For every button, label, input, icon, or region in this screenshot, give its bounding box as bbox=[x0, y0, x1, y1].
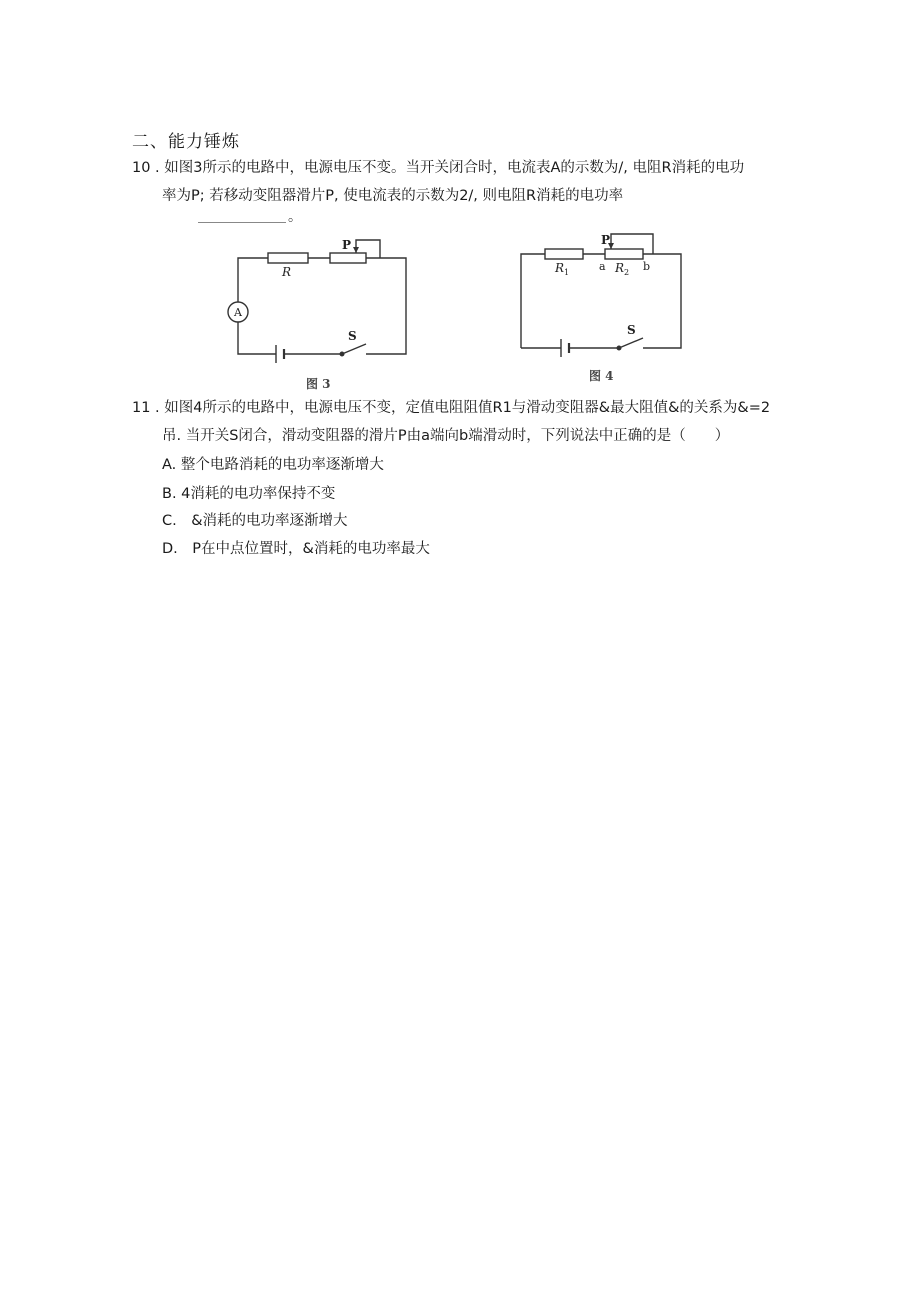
question-10-text-1: . 如图3所示的电路中，电源电压不变。当开关闭合时，电流表A的示数为/, 电阻R消耗的电功 bbox=[150, 160, 745, 176]
question-11-line-2: 吊. 当开关S闭合，滑动变阻器的滑片P由a端向b端滑动时，下列说法中正确的是（ ） bbox=[162, 428, 730, 444]
question-10-line-1 bbox=[132, 158, 744, 178]
answer-blank[interactable] bbox=[198, 222, 286, 223]
resistor-r1 bbox=[545, 249, 583, 259]
section-title: 二、能力锤炼 bbox=[132, 132, 240, 152]
question-10-line-2: 率为P; 若移动变阻器滑片P, 使电流表的示数为2/, 则电阻R消耗的电功率 bbox=[162, 188, 624, 204]
r2-label: $R_2$ bbox=[615, 261, 630, 277]
option-c[interactable]: C. &消耗的电功率逐渐增大 bbox=[162, 513, 348, 529]
end-a-label: a bbox=[599, 260, 606, 273]
end-b-label: b bbox=[643, 260, 651, 273]
option-b[interactable]: B. 4消耗的电功率保持不变 bbox=[162, 486, 336, 502]
question-11-text-1: . 如图4所示的电路中，电源电压不变，定值电阻阻值R1与滑动变阻器&最大阻值&的关系为&=2 bbox=[150, 400, 771, 416]
resistor-r-label: R bbox=[282, 265, 292, 279]
figure-3-caption: 图 3 bbox=[306, 377, 331, 391]
rheostat-r2 bbox=[605, 249, 643, 259]
figure-4-slider-label: P bbox=[601, 233, 611, 247]
question-11-number: 11 bbox=[132, 400, 151, 416]
ammeter-label: A bbox=[234, 306, 242, 319]
resistor-r bbox=[268, 253, 308, 263]
figure-4-caption: 图 4 bbox=[589, 369, 614, 383]
option-a[interactable]: A. 整个电路消耗的电功率逐渐增大 bbox=[162, 457, 384, 473]
question-11-line-1 bbox=[132, 398, 770, 418]
figure-3-slider-label: P bbox=[342, 238, 352, 252]
figure-4-switch-label: S bbox=[627, 323, 636, 337]
r1-label: $R_1$ bbox=[555, 261, 570, 277]
figure-4-circuit bbox=[505, 228, 705, 388]
question-10-number: 10 bbox=[132, 160, 151, 176]
blank-end-mark: 。 bbox=[288, 209, 302, 225]
option-d[interactable]: D. P在中点位置时，&消耗的电功率最大 bbox=[162, 541, 430, 557]
figure-3-circuit bbox=[220, 232, 420, 392]
rheostat bbox=[330, 253, 366, 263]
figure-3-switch-label: S bbox=[348, 329, 357, 343]
